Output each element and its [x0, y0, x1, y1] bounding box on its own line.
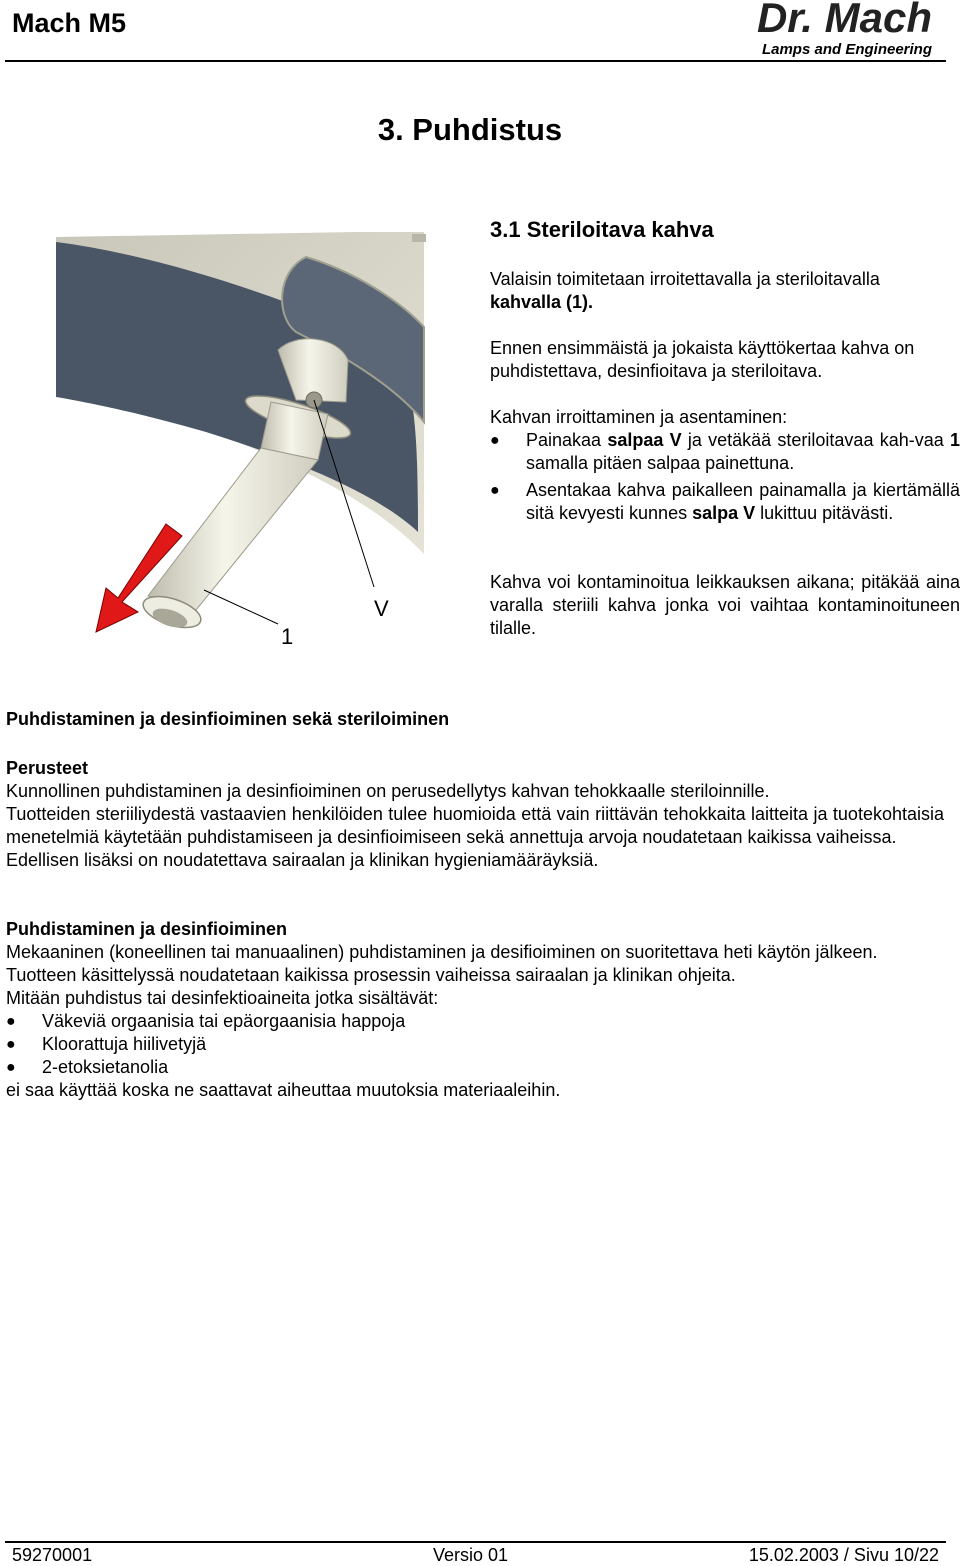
section-paragraph-4: Kahva voi kontaminoitua leikkauksen aikana; pitäkää aina varalla steriili kahva jonka voi vaihtaa kontaminoituneen tilalle.: [490, 572, 960, 638]
footer-doc-number: 59270001: [12, 1545, 93, 1565]
section-title: 3.1 Steriloitava kahva: [490, 217, 714, 242]
handle-figure: [56, 232, 426, 662]
basics-text: Kunnollinen puhdistaminen ja desinfioiminen on perusedellytys kahvan tehokkaalle steriloinnille. Tuotteiden steriiliydestä vastaavien henkilöiden tulee huomioida että vain riittävän tehokkaita laitteita ja tuotekohtaisia menetelmiä käytetään puhdistamiseen ja desinfioimiseen sekä annettuja arvoja noudatetaan kaikissa vaiheissa. Edellisen lisäksi on noudatettava sairaalan ja klinikan hygieniamääräyksiä.: [6, 781, 944, 870]
bullet-item: ● Asentakaa kahva paikalleen painamalla ja kiertämällä sitä kevyesti kunnes salpa V lukittuu pitävästi.: [490, 480, 960, 523]
label-latch-v: V: [374, 596, 389, 621]
chapter-title: 3. Puhdistus: [377, 112, 563, 147]
footer-version: Versio 01: [433, 1545, 509, 1565]
header-brand-logo: Dr. Mach: [756, 0, 932, 41]
header-product: Mach M5: [12, 8, 127, 38]
heading-cleaning-disinfecting: Puhdistaminen ja desinfioiminen: [6, 919, 288, 939]
list-item: ● 2-etoksietanolia: [6, 1057, 169, 1077]
header-tagline: Lamps and Engineering: [761, 41, 932, 58]
list-item: ● Väkeviä orgaanisia tai epäorgaanisia happoja: [6, 1011, 406, 1031]
heading-basics: Perusteet: [6, 758, 89, 778]
cleaning-text: Mekaaninen (koneellinen tai manuaalinen) puhdistaminen ja desifioiminen on suoritettava heti käytön jälkeen. Tuotteen käsittelyssä noudatetaan kaikissa prosessin vaiheissa sairaalan ja klinikan ohjeita. Mitään puhdistus tai desinfektioaineita jotka sisältävät: ● Väkeviä orgaanisia tai epäorgaanisia happoja ● Kloorattuja hiilivetyjä ● 2-etoksietanolia ei saa käyttää koska ne saattavat aiheuttaa muutoksia materiaaleihin.: [6, 941, 944, 1102]
bullet-item: ● Painakaa salpaa V ja vetäkää steriloitavaa kah-vaa 1 samalla pitäen salpaa painettuna.: [490, 430, 960, 473]
footer-date-page: 15.02.2003 / Sivu 10/22: [748, 1545, 939, 1565]
bullet-icon: ●: [6, 1036, 16, 1053]
header-divider: [5, 60, 946, 62]
bullet-icon: ●: [6, 1059, 16, 1076]
section-paragraph-1: Valaisin toimitetaan irroitettavalla ja steriloitavalla kahvalla (1).: [490, 269, 880, 312]
bullet-icon: ●: [490, 482, 500, 499]
list-item: ● Kloorattuja hiilivetyjä: [6, 1034, 207, 1054]
section-paragraph-2: Ennen ensimmäistä ja jokaista käyttökertaa kahva on puhdistettava, desinfioitava ja steriloitava.: [490, 338, 915, 381]
footer-divider: [5, 1541, 946, 1543]
label-handle-1: 1: [281, 624, 294, 649]
heading-cleaning-sterilizing: Puhdistaminen ja desinfioiminen sekä steriloiminen: [6, 709, 450, 729]
section-paragraph-3: Kahvan irroittaminen ja asentaminen:: [490, 407, 788, 427]
bullet-icon: ●: [6, 1013, 16, 1030]
bullet-icon: ●: [490, 432, 500, 449]
